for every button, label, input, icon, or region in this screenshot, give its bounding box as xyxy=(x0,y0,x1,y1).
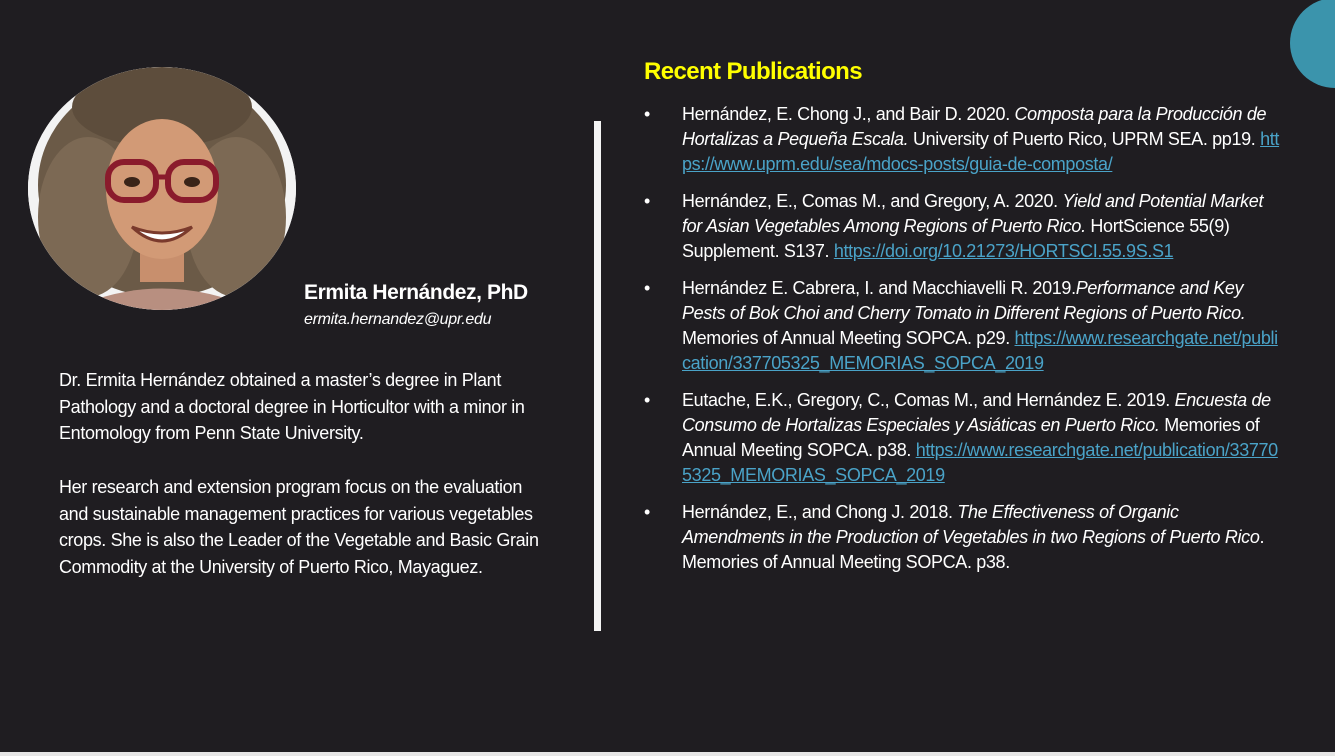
publication-source: Memories of Annual Meeting SOPCA. p29. xyxy=(682,328,1015,348)
publication-text xyxy=(682,390,1278,485)
publication-text xyxy=(682,104,1279,174)
bullet-icon: • xyxy=(644,191,650,211)
publication-item xyxy=(644,276,1280,376)
person-name: Ermita Hernández, PhD xyxy=(304,281,528,304)
bullet-icon: • xyxy=(644,502,650,522)
publication-authors: Hernández, E., and Chong J. 2018. xyxy=(682,502,958,522)
publication-link[interactable]: https://doi.org/10.21273/HORTSCI.55.9S.S1 xyxy=(833,241,1174,261)
publication-source: HortScience 55(9) Supplement. S137. xyxy=(682,216,1230,261)
publication-text xyxy=(682,278,1278,373)
publication-item xyxy=(644,500,1280,575)
publication-source: University of Puerto Rico, UPRM SEA. pp19. xyxy=(908,129,1261,149)
publication-title: Encuesta de Consumo de Hortalizas Especiales y Asiáticas en Puerto Rico. xyxy=(682,390,1271,435)
publication-text xyxy=(682,502,1264,572)
publication-authors: Hernández, E., Comas M., and Gregory, A. 2020. xyxy=(682,191,1063,211)
publication-link[interactable]: https://www.researchgate.net/publication/337705325_MEMORIAS_SOPCA_2019 xyxy=(682,440,1278,485)
publication-item xyxy=(644,388,1280,488)
publication-text xyxy=(682,191,1263,261)
profile-photo xyxy=(28,67,296,310)
publication-title: Yield and Potential Market for Asian Vegetables Among Regions of Puerto Rico. xyxy=(682,191,1264,236)
publication-source: Memories of Annual Meeting SOPCA. p38. xyxy=(682,415,1260,460)
bullet-icon: • xyxy=(644,104,650,124)
publication-list xyxy=(644,102,1280,587)
publication-title: Composta para la Producción de Hortalizas a Pequeña Escala. xyxy=(682,104,1267,149)
publication-item xyxy=(644,189,1280,264)
publication-authors: Eutache, E.K., Gregory, C., Comas M., and Hernández E. 2019. xyxy=(682,390,1175,410)
publication-source: . Memories of Annual Meeting SOPCA. p38. xyxy=(682,527,1265,572)
publication-link[interactable]: https://www.researchgate.net/publication/337705325_MEMORIAS_SOPCA_2019 xyxy=(682,328,1278,373)
publication-authors: Hernández E. Cabrera, I. and Macchiavelli R. 2019. xyxy=(682,278,1076,298)
vertical-divider xyxy=(594,121,601,631)
bio-paragraph-1: Dr. Ermita Hernández obtained a master’s degree in Plant Pathology and a doctoral degree in Horticultor with a minor in Entomology from Penn State University. xyxy=(59,370,525,443)
bullet-icon: • xyxy=(644,278,650,298)
bullet-icon: • xyxy=(644,390,650,410)
publication-authors: Hernández, E. Chong J., and Bair D. 2020. xyxy=(682,104,1015,124)
publications-heading: Recent Publications xyxy=(644,58,862,85)
publication-title: Performance and Key Pests of Bok Choi and Cherry Tomato in Different Regions of Puerto Rico. xyxy=(682,278,1246,323)
publication-item xyxy=(644,102,1280,177)
person-email: ermita.hernandez@upr.edu xyxy=(304,311,492,328)
bio-paragraph-2: Her research and extension program focus on the evaluation and sustainable management practices for various vegetables crops. She is also the Leader of the Vegetable and Basic Grain Commodity at the University of Puerto Rico, Mayaguez. xyxy=(59,477,539,577)
publication-link[interactable]: https://www.uprm.edu/sea/mdocs-posts/guia-de-composta/ xyxy=(682,129,1280,174)
corner-accent-circle xyxy=(1290,0,1335,88)
publication-title: The Effectiveness of Organic Amendments in the Production of Vegetables in two Regions of Puerto Rico xyxy=(682,502,1260,547)
